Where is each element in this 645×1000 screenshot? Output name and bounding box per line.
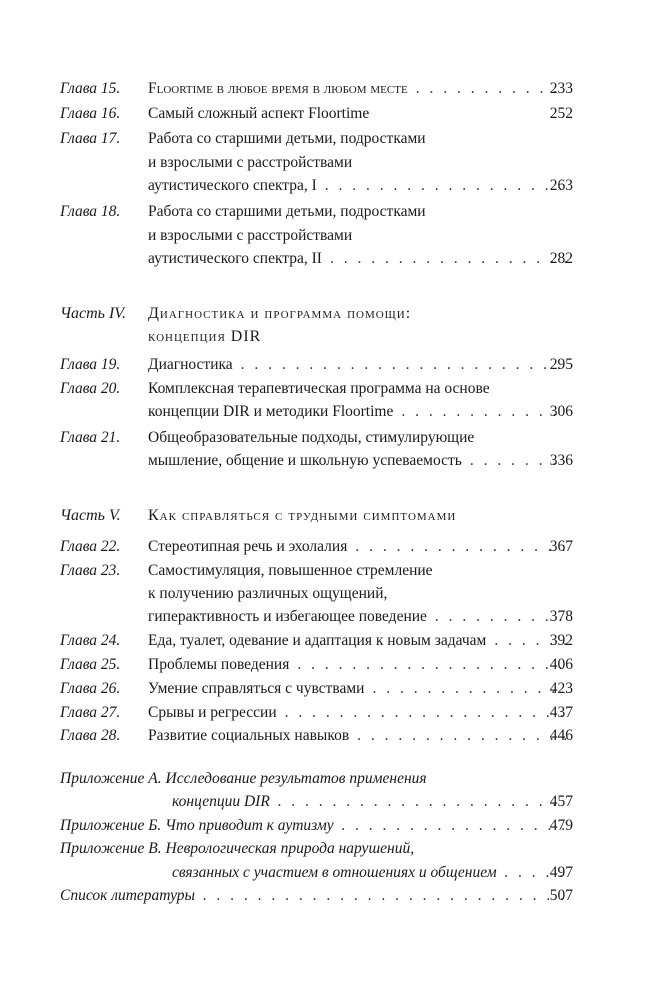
chapter-number: Глава 28.: [60, 727, 121, 744]
bibliography-title: Список литературы: [60, 887, 196, 904]
chapter-number: Глава 17.: [60, 130, 121, 147]
page-number: 295: [549, 356, 573, 373]
chapter-title-line: Комплексная терапевтическая программа на основе: [148, 380, 490, 397]
leader-dots: [278, 793, 567, 811]
page-number: 406: [549, 656, 573, 673]
leader-dots: [297, 656, 567, 674]
appendix-title-line: связанных с участием в отношениях и общением: [172, 864, 497, 881]
page-number: 507: [549, 887, 573, 904]
page-number: 392: [549, 632, 573, 649]
page-number: 423: [549, 680, 573, 697]
chapter-number: Глава 24.: [60, 632, 121, 649]
leader-dots: [401, 403, 567, 421]
page-number: 446: [549, 727, 573, 744]
part-number: Часть IV.: [60, 305, 126, 322]
chapter-title-line: Работа со старшими детьми, подростками: [148, 130, 426, 147]
appendix-title-line: Приложение А. Исследование результатов применения: [60, 770, 427, 787]
page-number: 263: [549, 177, 573, 194]
appendix-title-line: концепции DIR: [172, 793, 270, 810]
chapter-title: Еда, туалет, одевание и адаптация к новым задачам: [148, 632, 487, 649]
chapter-number: Глава 19.: [60, 356, 121, 373]
part-title: Диагностика и программа помощи:: [148, 305, 412, 322]
chapter-title: Срывы и регрессии: [148, 704, 277, 721]
chapter-number: Глава 25.: [60, 656, 121, 673]
chapter-number: Глава 22.: [60, 538, 121, 555]
page-number: 233: [549, 80, 573, 97]
chapter-title-line: к получению различных ощущений,: [148, 585, 388, 602]
part-title-line: концепция DIR: [148, 328, 262, 345]
leader-dots: [372, 680, 567, 698]
chapter-title-line: Работа со старшими детьми, подростками: [148, 203, 426, 220]
chapter-title: Умение справляться с чувствами: [148, 680, 365, 697]
chapter-title-line: концепции DIR и методики Floortime: [148, 403, 394, 420]
chapter-number: Глава 27.: [60, 704, 121, 721]
chapter-title: Самый сложный аспект Floortime: [148, 105, 370, 122]
part-number: Часть V.: [60, 507, 121, 524]
page-number: 457: [549, 793, 573, 810]
leader-dots: [416, 80, 567, 98]
chapter-title-line: аутистического спектра, II: [148, 250, 322, 267]
chapter-title: Диагностика: [148, 356, 233, 373]
leader-dots: [285, 704, 567, 722]
chapter-title: Проблемы поведения: [148, 656, 290, 673]
leader-dots: [241, 356, 567, 374]
chapter-number: Глава 16.: [60, 105, 121, 122]
chapter-title-line: Самостимуляция, повышенное стремление: [148, 562, 433, 579]
page-number: 497: [549, 864, 573, 881]
chapter-title-line: мышление, общение и школьную успеваемость: [148, 452, 462, 469]
leader-dots: [357, 727, 567, 745]
page-number: 378: [549, 608, 573, 625]
chapter-number: Глава 15.: [60, 80, 121, 97]
leader-dots: [435, 608, 567, 626]
chapter-number: Глава 21.: [60, 429, 121, 446]
chapter-number: Глава 26.: [60, 680, 121, 697]
chapter-title: Развитие социальных навыков: [148, 727, 350, 744]
appendix-title-line: Приложение В. Неврологическая природа нарушений,: [60, 840, 415, 857]
page-number: 479: [549, 817, 573, 834]
page-number: 367: [549, 538, 573, 555]
leader-dots: [330, 250, 567, 268]
chapter-title-line: гиперактивность и избегающее поведение: [148, 608, 427, 625]
leader-dots: [355, 538, 567, 556]
leader-dots: [325, 177, 567, 195]
chapter-number: Глава 20.: [60, 380, 121, 397]
appendix-title: Приложение Б. Что приводит к аутизму: [60, 817, 334, 834]
chapter-title-line: и взрослыми с расстройствами: [148, 227, 353, 244]
page-number: 336: [549, 452, 573, 469]
chapter-number: Глава 18.: [60, 203, 121, 220]
leader-dots: [342, 817, 567, 835]
chapter-title-line: аутистического спектра, I: [148, 177, 317, 194]
page-number: 306: [549, 403, 573, 420]
chapter-title: Стереотипная речь и эхолалия: [148, 538, 348, 555]
chapter-title-line: и взрослыми с расстройствами: [148, 154, 353, 171]
page-number: 282: [549, 250, 573, 267]
leader-dots: [203, 887, 567, 905]
part-title: Как справляться с трудными симптомами: [148, 507, 457, 524]
chapter-number: Глава 23.: [60, 562, 121, 579]
chapter-title: Floortime в любое время в любом месте: [148, 80, 408, 97]
chapter-title-line: Общеобразовательные подходы, стимулирующие: [148, 429, 475, 446]
page-number: 437: [549, 704, 573, 721]
page-number: 252: [549, 105, 573, 122]
